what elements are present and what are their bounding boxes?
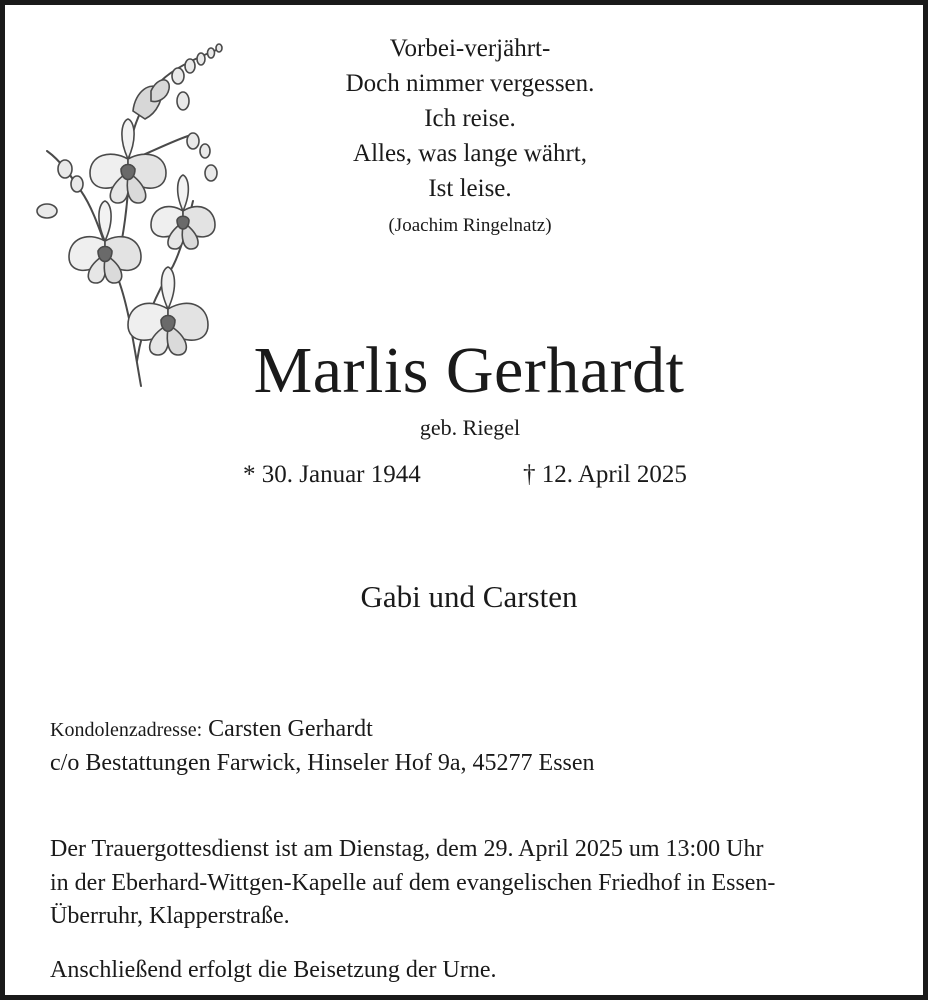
service-details [50,833,900,934]
service-line: Der Trauergottesdienst ist am Dienstag, dem 29. April 2025 um 13:00 Uhr [50,836,764,862]
birth-date: * 30. Januar 1944 [243,461,421,488]
condolence-address [50,713,595,780]
condolence-street: c/o Bestattungen Farwick, Hinseler Hof 9a, 45277 Essen [50,750,595,776]
burial-note: Anschließend erfolgt die Beisetzung der Urne. [50,957,497,983]
poem-author: (Joachim Ringelnatz) [388,215,552,236]
poem-line: Ist leise. [428,175,512,202]
poem-line: Vorbei-verjährt- [389,35,551,62]
mourners: Gabi und Carsten [360,579,578,614]
service-line: Überruhr, Klapperstraße. [50,903,290,929]
poem-line: Alles, was lange währt, [353,140,587,167]
condolence-line [50,713,595,747]
condolence-name: Carsten Gerhardt [208,716,373,742]
maiden-name: geb. Riegel [419,415,521,440]
poem-line: Ich reise. [424,105,516,132]
poem-line: Doch nimmer vergessen. [345,70,595,97]
deceased-name: Marlis Gerhardt [253,334,685,407]
poem [255,31,685,206]
service-line: in der Eberhard-Wittgen-Kapelle auf dem evangelischen Friedhof in Essen- [50,869,776,896]
death-date: † 12. April 2025 [523,461,687,488]
condolence-label: Kondolenzadresse: [50,719,203,741]
